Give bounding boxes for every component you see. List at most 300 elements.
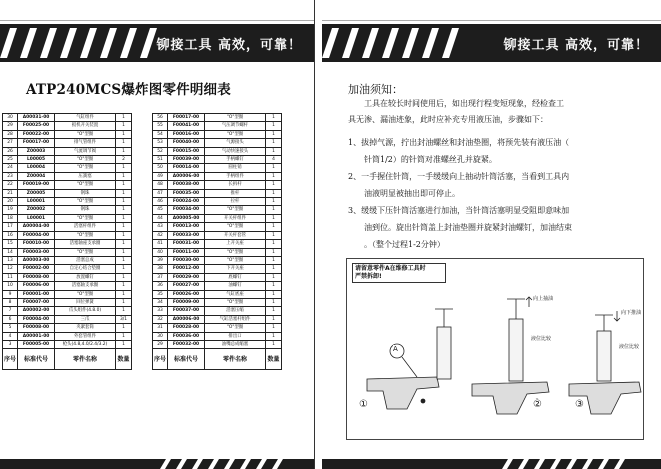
cell-name: 活塞压缩 [205, 307, 266, 315]
tool-icon [367, 377, 439, 409]
cell-code: F00025-00 [18, 122, 55, 130]
cell-no: 6 [3, 315, 18, 323]
callout-a: A [393, 345, 398, 353]
cell-code: L00001 [18, 198, 55, 206]
cell-qty: 1 [266, 122, 282, 130]
table-row [3, 282, 132, 290]
cell-qty: 1 [116, 223, 132, 231]
cell-name: 三爪 [55, 315, 116, 323]
cell-no: 14 [3, 248, 18, 256]
cell-qty: 1 [116, 265, 132, 273]
cell-no: 43 [153, 223, 168, 231]
cell-qty: 1 [116, 130, 132, 138]
cell-qty: 1 [266, 248, 282, 256]
cell-name: "O"型圈 [205, 324, 266, 332]
cell-no: 9 [3, 290, 18, 298]
label-oil-level-2: 液位比较 [619, 344, 640, 350]
step-marker-1: ① [359, 399, 368, 410]
cell-code: A00003-00 [18, 256, 55, 264]
cell-no: 13 [3, 256, 18, 264]
cell-no: 37 [153, 273, 168, 281]
cell-no: 30 [153, 332, 168, 340]
cell-name: 气动快速接头 [205, 147, 266, 155]
cell-name: 钢珠 [55, 189, 116, 197]
cell-name: "O"型圈 [55, 290, 116, 298]
cell-qty: 1 [116, 298, 132, 306]
table-row [3, 114, 132, 122]
slogan-text: 铆接工具 高效，可靠！ [156, 38, 302, 53]
cell-name: 油嘴总成缩塞 [205, 340, 266, 348]
cell-name: "O"型圈 [55, 130, 116, 138]
stripe-pattern-right [322, 28, 472, 58]
table-row [153, 206, 282, 214]
table-row [3, 340, 132, 348]
cell-code: F00034-00 [168, 206, 205, 214]
cell-qty: 1 [116, 248, 132, 256]
cell-qty: 1 [266, 114, 282, 122]
cell-no: 30 [3, 114, 18, 122]
cell-code: F00015-00 [168, 147, 205, 155]
cell-no: 54 [153, 130, 168, 138]
cell-name: "O"型圈 [205, 248, 266, 256]
cell-code: F00017-00 [168, 114, 205, 122]
table-row [3, 164, 132, 172]
cell-qty: 1 [266, 290, 282, 298]
cell-no: 25 [3, 156, 18, 164]
table-row [3, 315, 132, 323]
cell-qty: 1 [266, 214, 282, 222]
cell-no: 55 [153, 122, 168, 130]
cell-name: 气缸底座 [205, 290, 266, 298]
bottom-stripe-bar-right [322, 459, 661, 469]
top-rule [0, 0, 314, 21]
table-row [3, 172, 132, 180]
cell-code: A00031-00 [18, 114, 55, 122]
cell-qty: 1 [266, 307, 282, 315]
header-band [0, 24, 314, 62]
cell-qty: 1 [116, 240, 132, 248]
cell-no: 7 [3, 307, 18, 315]
cell-qty: 1 [116, 139, 132, 147]
table-header-row [153, 349, 282, 370]
table-row [153, 139, 282, 147]
arrow-down-icon [614, 311, 620, 321]
cell-code: Z00005 [18, 189, 55, 197]
step-marker-3: ③ [575, 399, 584, 410]
cell-name: 枪头(4.8,4.0/2.4/3.2) [55, 340, 116, 348]
table-row [3, 181, 132, 189]
page-title: ATP240MCS爆炸图零件明细表 [26, 82, 231, 98]
table-row [3, 231, 132, 239]
cell-no: 31 [153, 324, 168, 332]
cell-code: F00001-00 [18, 290, 55, 298]
syringe-icon [509, 319, 523, 381]
table-row [3, 307, 132, 315]
cell-code: A00004-00 [18, 223, 55, 231]
cell-no: 51 [153, 156, 168, 164]
cell-qty: 1 [116, 114, 132, 122]
cell-qty: 1 [116, 290, 132, 298]
intro-line: 具无渗、漏油迹象，此时应补充专用液压油，步骤如下： [348, 115, 548, 124]
cell-qty: 1 [116, 256, 132, 264]
table-row [153, 130, 282, 138]
cell-name: 气压调节螺杆 [205, 122, 266, 130]
step-line: 1、拔掉气源，拧出封油螺丝和封油垫圈，将预先装有液压油（ [348, 138, 570, 147]
cell-qty: 1 [116, 164, 132, 172]
cell-no: 36 [153, 282, 168, 290]
cell-qty: 1 [266, 223, 282, 231]
cell-name: 长拆杆 [205, 181, 266, 189]
table-row [153, 231, 282, 239]
cell-code: F00039-00 [168, 156, 205, 164]
table-row [3, 298, 132, 306]
cell-no: 19 [3, 206, 18, 214]
cell-name: 压簧塞 [55, 172, 116, 180]
cell-no: 45 [153, 206, 168, 214]
table-row [3, 223, 132, 231]
table-row [3, 290, 132, 298]
cell-qty: 1 [116, 340, 132, 348]
cell-no: 42 [153, 231, 168, 239]
cell-qty: 1 [266, 240, 282, 248]
cell-name: 活塞轴支承圈 [55, 282, 116, 290]
intro-paragraph [348, 96, 648, 128]
cell-qty: 1 [266, 231, 282, 239]
cell-qty: 1 [116, 307, 132, 315]
cell-code: F00041-00 [168, 122, 205, 130]
oil-figure [346, 258, 644, 440]
table-row [153, 147, 282, 155]
cell-code: L00004 [18, 164, 55, 172]
cell-qty: 1 [266, 324, 282, 332]
step-line: 油液明显被抽出即可停止。 [364, 189, 460, 198]
cell-name: 手柄组件 [205, 172, 266, 180]
cell-code: F00040-00 [168, 139, 205, 147]
cell-qty: 1 [116, 273, 132, 281]
label-down: 向下推油 [621, 310, 642, 316]
cell-no: 11 [3, 273, 18, 281]
table-row [3, 206, 132, 214]
table-row [3, 198, 132, 206]
stripe-pattern [0, 28, 170, 58]
cell-qty: 1 [266, 282, 282, 290]
cell-no: 26 [3, 147, 18, 155]
cell-no: 32 [153, 315, 168, 323]
cell-code: F00007-00 [18, 298, 55, 306]
right-page [322, 0, 661, 469]
slogan-text-right: 铆接工具 高效，可靠！ [503, 38, 649, 53]
table-row [153, 324, 282, 332]
cell-no: 3 [3, 340, 18, 348]
cell-qty: 1 [266, 256, 282, 264]
cell-code: F00026-00 [168, 290, 205, 298]
table-row [153, 332, 282, 340]
cell-code: A00001-00 [18, 332, 55, 340]
oil-diagram [347, 259, 643, 439]
cell-code: F00038-00 [168, 181, 205, 189]
cell-name: 气源接头 [205, 139, 266, 147]
cell-qty: 1 [266, 340, 282, 348]
cell-code: F00011-00 [168, 248, 205, 256]
cell-no: 18 [3, 214, 18, 222]
cell-name: 外套管组件 [55, 332, 116, 340]
cell-qty: 1 [116, 122, 132, 130]
cell-name: "O"型圈 [55, 214, 116, 222]
page-spine [314, 0, 315, 469]
table-row [3, 332, 132, 340]
cell-name: 底螺钉 [205, 273, 266, 281]
cell-code: A00002-00 [18, 307, 55, 315]
cell-no: 49 [153, 172, 168, 180]
table-row [3, 256, 132, 264]
cell-qty: 2 [116, 156, 132, 164]
step-line: 油到位。旋出针筒盖上封油垫圈并旋紧封油螺钉，加油结束 [364, 223, 572, 232]
table-row [153, 172, 282, 180]
cell-qty: 1 [266, 189, 282, 197]
cell-name: "O"型圈 [55, 248, 116, 256]
cell-code: F00022-00 [18, 130, 55, 138]
cell-code: Z00004 [18, 172, 55, 180]
cell-qty: 1 [266, 265, 282, 273]
step-line: 2、一手握住针筒，一手缓缓向上抽动针筒活塞，当看到工具内 [348, 172, 570, 181]
cell-no: 47 [153, 189, 168, 197]
cell-name: "O"型圈 [205, 130, 266, 138]
cell-qty: 3/1 [116, 315, 132, 323]
table-row [153, 181, 282, 189]
oil-heading: 加油须知： [348, 83, 403, 96]
cell-qty: 1 [116, 147, 132, 155]
cell-no: 5 [3, 324, 18, 332]
cell-name: "O"型圈 [205, 114, 266, 122]
cell-no: 33 [153, 307, 168, 315]
cell-qty: 1 [266, 139, 282, 147]
cell-name: 油螺钉 [205, 282, 266, 290]
cell-name: "O"型圈 [55, 231, 116, 239]
cell-no: 35 [153, 290, 168, 298]
table-row [3, 324, 132, 332]
cell-name: "O"型圈 [55, 156, 116, 164]
cell-qty: 1 [116, 172, 132, 180]
header-no: 序号 [153, 349, 168, 370]
cell-name: 自定心结合垫圈 [55, 265, 116, 273]
cell-no: 38 [153, 265, 168, 273]
cell-qty: 1 [116, 206, 132, 214]
top-rule-right [322, 0, 661, 21]
cell-code: A00006-00 [168, 315, 205, 323]
cell-no: 41 [153, 240, 168, 248]
cell-qty: 1 [116, 181, 132, 189]
cell-no: 15 [3, 240, 18, 248]
cell-qty: 4 [266, 156, 282, 164]
header-no: 序号 [3, 349, 18, 370]
parts-table-right [152, 113, 282, 370]
table-header-row [3, 349, 132, 370]
table-row [3, 122, 132, 130]
table-row [153, 273, 282, 281]
bottom-stripe-bar [0, 459, 314, 469]
syringe-icon [437, 327, 451, 379]
warning-line: 严禁拆卸! [355, 273, 382, 280]
cell-code: Z00003 [18, 147, 55, 155]
cell-code: F00036-00 [168, 332, 205, 340]
table-row [153, 282, 282, 290]
cell-no: 17 [3, 223, 18, 231]
step-marker-2: ② [533, 399, 542, 410]
cell-no: 20 [3, 198, 18, 206]
table-row [153, 307, 282, 315]
cell-no: 23 [3, 172, 18, 180]
cell-no: 4 [3, 332, 18, 340]
cell-name: 爪头组件(4.8.0) [55, 307, 116, 315]
cell-code: F00008-00 [18, 324, 55, 332]
cell-name: 活塞杆组件 [55, 223, 116, 231]
label-up: 向上抽油 [533, 296, 554, 302]
cell-no: 56 [153, 114, 168, 122]
cell-name: 排气管组件 [55, 139, 116, 147]
table-row [3, 139, 132, 147]
cell-code: F00017-00 [18, 139, 55, 147]
cell-name: 推杆 [205, 189, 266, 197]
parts-table-left [2, 113, 132, 370]
steps-list [348, 134, 648, 253]
table-row [153, 164, 282, 172]
cell-name: "O"型圈 [55, 164, 116, 172]
cell-name: 回位弹簧 [55, 298, 116, 306]
cell-code: F00004-00 [18, 315, 55, 323]
table-row [3, 248, 132, 256]
table-row [153, 114, 282, 122]
header-name: 零件名称 [55, 349, 116, 370]
cell-code: F00012-00 [168, 265, 205, 273]
cell-code: L00005 [18, 156, 55, 164]
cell-qty: 1 [266, 172, 282, 180]
cell-qty: 1 [116, 282, 132, 290]
cell-qty: 1 [266, 315, 282, 323]
cell-qty: 1 [116, 231, 132, 239]
cell-name: 圆柱销 [205, 164, 266, 172]
cell-name: "O"型圈 [205, 298, 266, 306]
table-row [3, 156, 132, 164]
label-oil-level-1: 液位比较 [531, 336, 552, 342]
cell-name: 气缸组件 [55, 114, 116, 122]
syringe-icon [597, 331, 611, 381]
cell-code: F00037-00 [168, 307, 205, 315]
table-row [3, 189, 132, 197]
header-band-right [322, 24, 661, 62]
cell-code: A00005-00 [168, 214, 205, 222]
table-row [153, 156, 282, 164]
cell-name: "O"型圈 [55, 198, 116, 206]
cell-code: A00006-00 [168, 172, 205, 180]
cell-qty: 1 [266, 181, 282, 189]
step-line: 针筒1/2）的针筒对准螺丝孔并旋紧。 [364, 155, 497, 164]
cell-no: 34 [153, 298, 168, 306]
cell-code: F00004-00 [18, 231, 55, 239]
cell-qty: 1 [266, 130, 282, 138]
cell-name: 上开关座 [205, 240, 266, 248]
arrow-up-icon [526, 297, 532, 307]
cell-name: "O"型圈 [205, 223, 266, 231]
cell-no: 50 [153, 164, 168, 172]
cell-code: F00035-00 [168, 189, 205, 197]
cell-code: F00005-00 [18, 340, 55, 348]
header-name: 零件名称 [205, 349, 266, 370]
header-code: 标准代号 [18, 349, 55, 370]
cell-code: F00028-00 [168, 324, 205, 332]
table-row [153, 340, 282, 348]
warning-line: 请留意零件A在维修工具时 [355, 265, 426, 272]
cell-no: 24 [3, 164, 18, 172]
cell-code: F00024-00 [168, 198, 205, 206]
cell-no: 29 [153, 340, 168, 348]
cell-name: 气缸活塞杆组件 [205, 315, 266, 323]
cell-name: "O"型圈 [205, 256, 266, 264]
cell-qty: 1 [116, 198, 132, 206]
cell-no: 53 [153, 139, 168, 147]
cell-no: 27 [3, 139, 18, 147]
cell-code: F00008-00 [18, 273, 55, 281]
cell-name: 扳机开关装置 [55, 122, 116, 130]
cell-qty: 1 [266, 164, 282, 172]
cell-no: 39 [153, 256, 168, 264]
cell-name: 钢珠 [55, 206, 116, 214]
cell-qty: 1 [266, 332, 282, 340]
table-row [153, 189, 282, 197]
cell-no: 48 [153, 181, 168, 189]
cell-code: F00006-00 [18, 282, 55, 290]
table-row [153, 290, 282, 298]
header-qty: 数量 [116, 349, 132, 370]
table-row [3, 265, 132, 273]
table-row [153, 298, 282, 306]
table-row [153, 223, 282, 231]
cell-name: 夹紧套筒 [55, 324, 116, 332]
cell-code: F00031-00 [168, 240, 205, 248]
cell-qty: 1 [116, 324, 132, 332]
cell-name: "O"型圈 [205, 206, 266, 214]
cell-qty: 1 [266, 206, 282, 214]
cell-code: F00019-00 [18, 181, 55, 189]
cell-qty: 1 [266, 298, 282, 306]
cell-code: F00029-00 [168, 273, 205, 281]
cell-qty: 1 [116, 189, 132, 197]
cell-no: 8 [3, 298, 18, 306]
cell-name: 放置螺钉 [55, 273, 116, 281]
table-row [3, 130, 132, 138]
cell-name: 开关杆组件 [205, 214, 266, 222]
left-page [0, 0, 322, 469]
cell-name: 拉杆 [205, 198, 266, 206]
cell-qty: 1 [266, 198, 282, 206]
table-row [153, 256, 282, 264]
intro-line: 工具在较长时间使用后，如出现行程变短现象，经检查工 [364, 99, 564, 108]
cell-qty: 1 [116, 214, 132, 222]
cell-no: 12 [3, 265, 18, 273]
cell-name: 活塞轴座支承圈 [55, 240, 116, 248]
step-line: 3、缓缓下压针筒活塞进行加油，当针筒活塞明显受阻即意味加 [348, 206, 570, 215]
cell-code: F00014-00 [168, 164, 205, 172]
cell-name: 开关杆套管 [205, 231, 266, 239]
cell-no: 40 [153, 248, 168, 256]
table-row [153, 315, 282, 323]
table-row [3, 214, 132, 222]
step-line: 。（整个过程1-2分钟） [364, 240, 445, 249]
table-row [153, 214, 282, 222]
cell-name: "O"型圈 [55, 181, 116, 189]
cell-name: 排出口 [205, 332, 266, 340]
cell-code: F00027-00 [168, 282, 205, 290]
table-row [3, 240, 132, 248]
